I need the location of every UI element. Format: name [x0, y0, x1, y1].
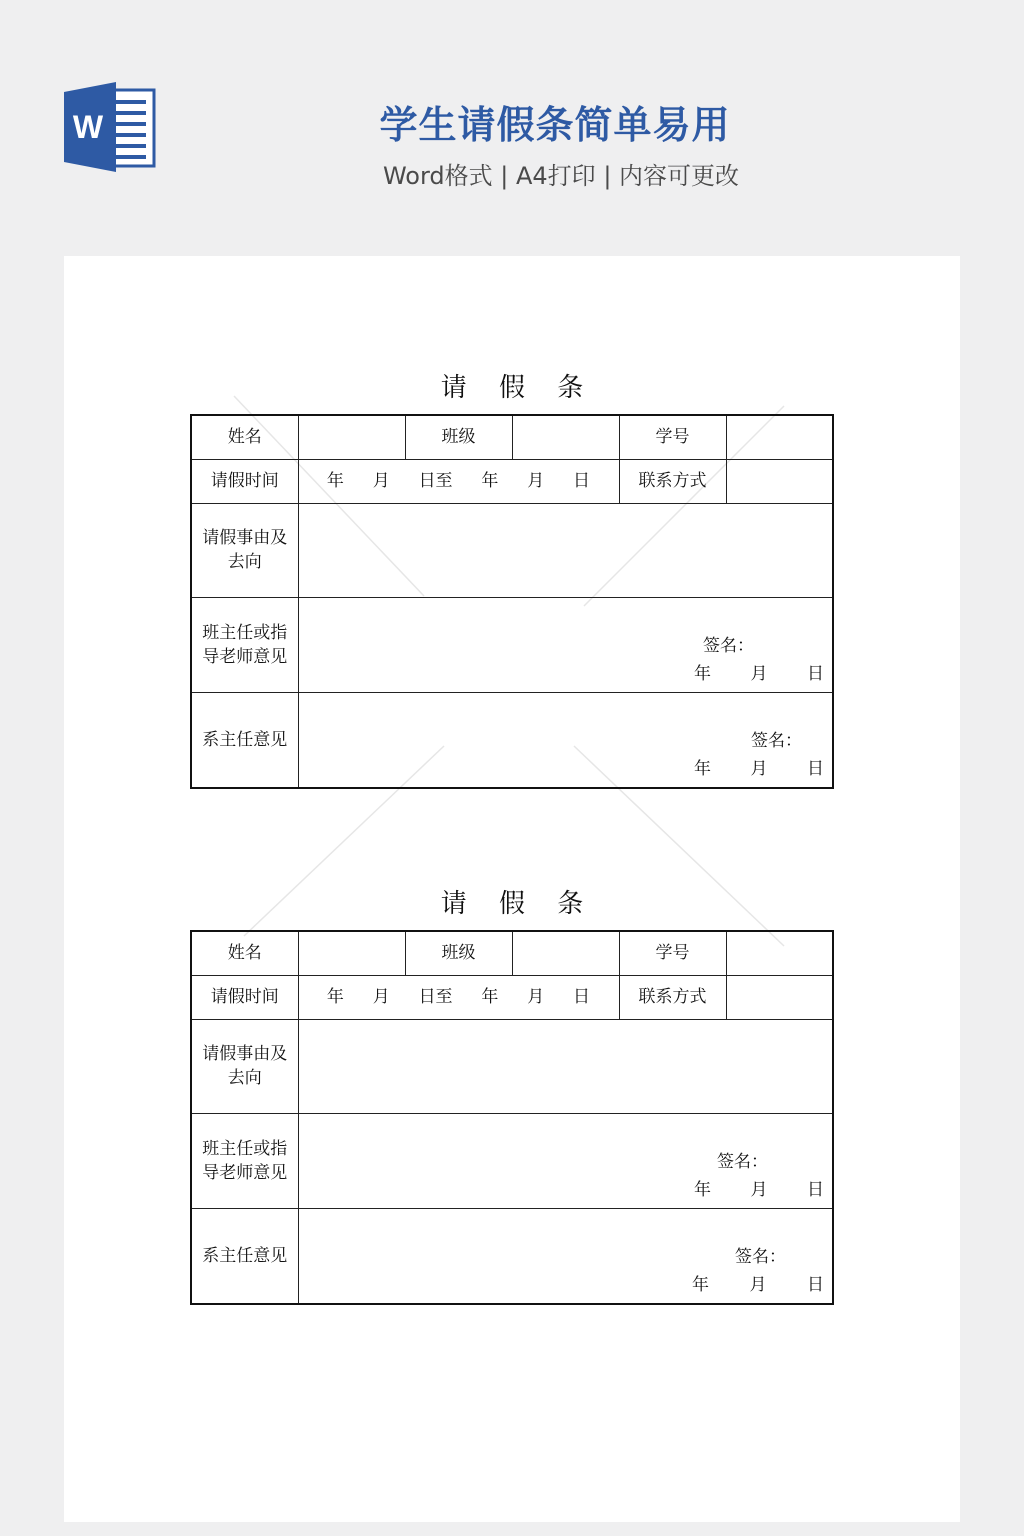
date-month-to: 月 [527, 987, 545, 1007]
name-field[interactable] [298, 931, 405, 975]
dean-opinion-field[interactable] [298, 1208, 833, 1304]
document-paper [64, 256, 960, 1522]
leave-time-field[interactable] [298, 459, 619, 503]
signature-date [694, 1178, 824, 1202]
teacher-opinion-label: 班主任或指导老师意见 [191, 1113, 298, 1208]
contact-label: 联系方式 [619, 459, 726, 503]
name-label: 姓名 [191, 931, 298, 975]
form-title: 请 假 条 [440, 889, 596, 919]
date-month-to: 月 [527, 471, 545, 491]
reason-field[interactable] [298, 503, 833, 597]
date-day-to: 日至 [418, 987, 453, 1007]
student-id-field[interactable] [726, 415, 833, 459]
class-field[interactable] [512, 931, 619, 975]
dean-opinion-field[interactable] [298, 692, 833, 788]
sign-year: 年 [694, 1179, 711, 1200]
contact-label: 联系方式 [619, 975, 726, 1019]
signature-label: 签名： [703, 635, 754, 656]
student-id-label: 学号 [619, 931, 726, 975]
sign-day: 日 [807, 758, 824, 779]
teacher-opinion-label: 班主任或指导老师意见 [191, 597, 298, 692]
contact-field[interactable] [726, 975, 833, 1019]
date-month-from: 月 [372, 987, 390, 1007]
name-field[interactable] [298, 415, 405, 459]
sign-month: 月 [750, 758, 768, 779]
reason-field[interactable] [298, 1019, 833, 1113]
sign-day: 日 [807, 1179, 824, 1200]
teacher-opinion-field[interactable] [298, 1113, 833, 1208]
date-day-end: 日 [573, 471, 591, 491]
page-title: 学生请假条简单易用 [379, 103, 731, 147]
date-month-from: 月 [372, 471, 390, 491]
date-year-from: 年 [326, 987, 344, 1007]
date-year-to: 年 [481, 471, 499, 491]
signature-date [692, 1273, 824, 1297]
leave-time-field[interactable] [298, 975, 619, 1019]
word-logo-letter: W [72, 109, 104, 145]
sign-month: 月 [749, 1274, 767, 1295]
sign-day: 日 [807, 663, 824, 684]
date-year-to: 年 [481, 987, 499, 1007]
form-title: 请 假 条 [440, 373, 596, 403]
signature-label: 签名： [735, 1246, 786, 1267]
leave-slip-table [190, 414, 834, 789]
sign-year: 年 [694, 758, 711, 779]
reason-label: 请假事由及去向 [191, 1019, 298, 1113]
name-label: 姓名 [191, 415, 298, 459]
leave-slip-form [190, 368, 834, 789]
signature-date [694, 662, 824, 686]
teacher-opinion-field[interactable] [298, 597, 833, 692]
leave-time-label: 请假时间 [191, 459, 298, 503]
date-day-to: 日至 [418, 471, 453, 491]
dean-opinion-label: 系主任意见 [191, 1208, 298, 1304]
class-label: 班级 [405, 931, 512, 975]
contact-field[interactable] [726, 459, 833, 503]
student-id-label: 学号 [619, 415, 726, 459]
leave-slip-form [190, 884, 834, 1305]
leave-slip-table [190, 930, 834, 1305]
student-id-field[interactable] [726, 931, 833, 975]
sign-month: 月 [750, 1179, 768, 1200]
page-subtitle: Word格式 | A4打印 | 内容可更改 [382, 162, 740, 190]
signature-label: 签名： [717, 1151, 768, 1172]
sign-year: 年 [692, 1274, 709, 1295]
class-label: 班级 [405, 415, 512, 459]
date-year-from: 年 [326, 471, 344, 491]
dean-opinion-label: 系主任意见 [191, 692, 298, 788]
signature-label: 签名： [751, 730, 802, 751]
date-day-end: 日 [573, 987, 591, 1007]
sign-day: 日 [807, 1274, 824, 1295]
sign-month: 月 [750, 663, 768, 684]
signature-date [694, 757, 824, 781]
class-field[interactable] [512, 415, 619, 459]
reason-label: 请假事由及去向 [191, 503, 298, 597]
sign-year: 年 [694, 663, 711, 684]
leave-time-label: 请假时间 [191, 975, 298, 1019]
